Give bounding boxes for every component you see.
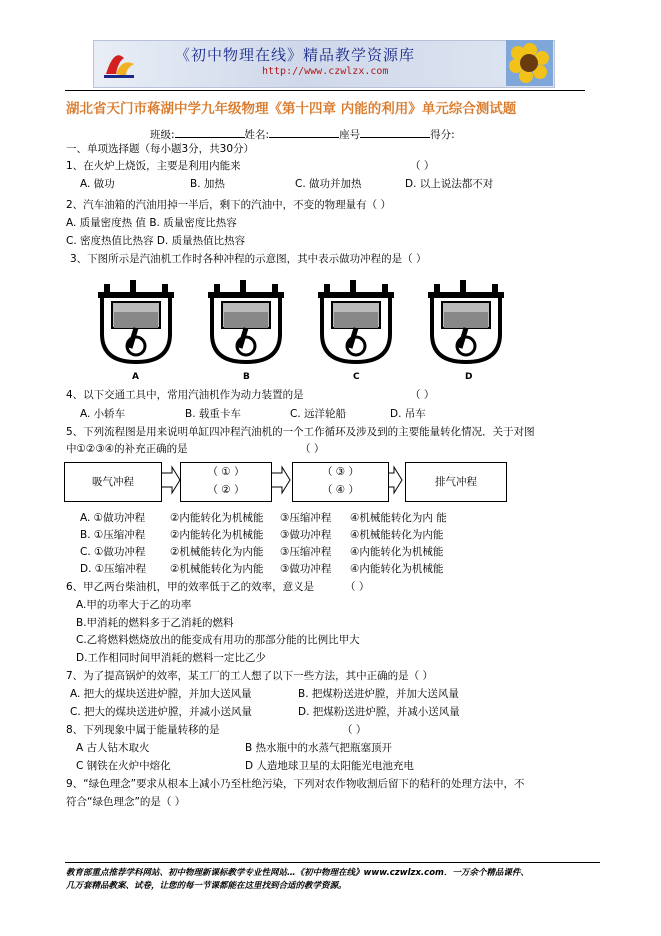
engine-label-c: C [353,372,360,382]
name-label: 姓名: [244,129,270,141]
header-rule [65,90,585,91]
q5-stem-line2: 中①②③④的补充正确的是 [66,443,188,455]
q6-answer-paren: （ ） [345,581,370,593]
q9-stem-line1: 9、“绿色理念”要求从根本上减小乃至杜绝污染，下列对农作物收割后留下的秸秆的处理方法中，不 [66,778,525,790]
q5-option-c-2: ②机械能转化为内能 [170,546,264,558]
q5-option-d-3: ③做功冲程 [280,563,332,575]
q3-stem: 3、下图所示是汽油机工作时各种冲程的示意图，其中表示做功冲程的是（ ） [70,253,427,265]
q2-stem: 2、汽车油箱的汽油用掉一半后，剩下的汽油中，不变的物理量有（ ） [66,199,392,211]
flow-box-intake: 吸气冲程 [64,462,162,502]
q5-answer-paren: （ ） [300,443,325,455]
page-title: 湖北省天门市蒋湖中学九年级物理《第十四章 内能的利用》单元综合测试题 [66,101,517,117]
q4-option-d: D. 吊车 [390,408,426,420]
q9-stem-line2: 符合“绿色理念”的是（ ） [66,796,186,808]
page-footer [66,867,606,893]
q7-option-b: B. 把煤粉送进炉膛，并加大送风量 [298,688,459,700]
q4-stem: 4、以下交通工具中，常用汽油机作为动力装置的是 [66,389,304,401]
q8-option-d: D 人造地球卫星的太阳能光电池充电 [245,760,414,772]
q5-option-b-4: ④机械能转化为内能 [350,529,444,541]
footer-line-2: 几万套精品教案、试卷，让您的每一节课都能在这里找到合适的教学资源。 [66,881,347,891]
q8-stem: 8、下列现象中属于能量转移的是 [66,724,220,736]
q1-stem: 1、在火炉上烧饭，主要是利用内能来 [66,160,241,172]
flow-box-slot-2: （ ② ） [207,484,245,496]
q5-option-a-4: ④机械能转化为内 能 [350,512,447,524]
score-label: 得分: [430,129,455,141]
q2-options-cd: C. 密度热值比热容 D. 质量热值比热容 [66,235,246,247]
flow-box-exhaust: 排气冲程 [405,462,507,502]
q5-option-c-3: ③压缩冲程 [280,546,332,558]
q6-option-b: B.甲消耗的燃料多于乙消耗的燃料 [76,617,234,629]
engine-stroke-figure [90,270,510,385]
q6-option-c: C.乙将燃料燃烧放出的能变成有用功的那部分能的比例比甲大 [76,634,360,646]
q6-option-a: A.甲的功率大于乙的功率 [76,599,192,611]
q8-option-b: B 热水瓶中的水蒸气把瓶塞顶开 [245,742,393,754]
seat-label: 座号 [339,129,361,141]
engine-label-b: B [243,372,250,382]
student-info-row [150,126,455,142]
q5-option-d-2: ②机械能转化为内能 [170,563,264,575]
class-field[interactable] [175,126,245,138]
flow-box-slot-3: （ ③ ） [321,466,360,478]
footer-rule [65,862,600,863]
q5-stem-line1: 5、下列流程图是用来说明单缸四冲程汽油机的一个工作循环及涉及到的主要能量转化情况．关于对图 [66,426,535,438]
q1-option-c: C. 做功并加热 [295,178,362,190]
q5-option-b-3: ③做功冲程 [280,529,332,541]
q1-answer-paren: （ ） [410,160,435,172]
name-field[interactable] [269,126,339,138]
flow-box-12 [180,462,272,502]
engine-c [318,280,394,362]
banner-url[interactable]: http://www.czwlzx.com [262,66,389,77]
q4-answer-paren: （ ） [410,389,435,401]
flow-box-slot-4: （ ④ ） [321,484,360,496]
q5-option-a-3: ③压缩冲程 [280,512,332,524]
q7-stem: 7、为了提高锅炉的效率，某工厂的工人想了以下一些方法，其中正确的是（ ） [66,670,434,682]
q8-option-c: C 钢铁在火炉中熔化 [76,760,171,772]
seat-field[interactable] [360,126,430,138]
q4-option-c: C. 远洋轮船 [290,408,347,420]
q1-option-a: A. 做功 [80,178,115,190]
q4-option-b: B. 载重卡车 [185,408,241,420]
section-heading: 一、单项选择题（每小题3分，共30分） [66,143,255,155]
q8-answer-paren: （ ） [342,724,367,736]
q5-option-a-1: A. ①做功冲程 [80,512,146,524]
class-label: 班级: [150,129,175,141]
engine-label-d: D [465,372,473,382]
q2-options-ab: A. 质量密度热 值 B. 质量密度比热容 [66,217,237,229]
sunflower-image [506,40,553,86]
flow-box-slot-1: （ ① ） [207,466,245,478]
engine-a [98,280,174,362]
q5-option-d-4: ④内能转化为机械能 [350,563,444,575]
q1-option-b: B. 加热 [190,178,225,190]
q5-option-d-1: D. ①压缩冲程 [80,563,147,575]
q5-option-b-1: B. ①压缩冲程 [80,529,146,541]
flow-box-34 [292,462,389,502]
engine-d [428,280,504,362]
q5-option-a-2: ②内能转化为机械能 [170,512,264,524]
q6-stem: 6、甲乙两台柴油机，甲的效率低于乙的效率，意义是 [66,581,315,593]
q5-option-c-1: C. ①做功冲程 [80,546,146,558]
q5-option-b-2: ②内能转化为机械能 [170,529,264,541]
q7-option-a: A. 把大的煤块送进炉膛，并加大送风量 [70,688,252,700]
engine-label-a: A [132,372,139,382]
q7-option-d: D. 把煤粉送进炉膛，并减小送风量 [298,706,460,718]
q8-option-a: A 古人钻木取火 [76,742,150,754]
banner-title: 《初中物理在线》精品教学资源库 [175,46,416,64]
q4-option-a: A. 小轿车 [80,408,126,420]
site-logo-icon [100,44,138,82]
engine-b [208,280,284,362]
q5-option-c-4: ④内能转化为机械能 [350,546,444,558]
q6-option-d: D.工作相同时间甲消耗的燃料一定比乙少 [76,652,266,664]
q1-option-d: D. 以上说法都不对 [405,178,494,190]
q7-option-c: C. 把大的煤块送进炉膛，并减小送风量 [70,706,253,718]
footer-line-1: 教育部重点推荐学科网站、初中物理新课标教学专业性网站…《初中物理在线》www.czwlzx.com．一万余个精品课件、 [66,868,529,878]
